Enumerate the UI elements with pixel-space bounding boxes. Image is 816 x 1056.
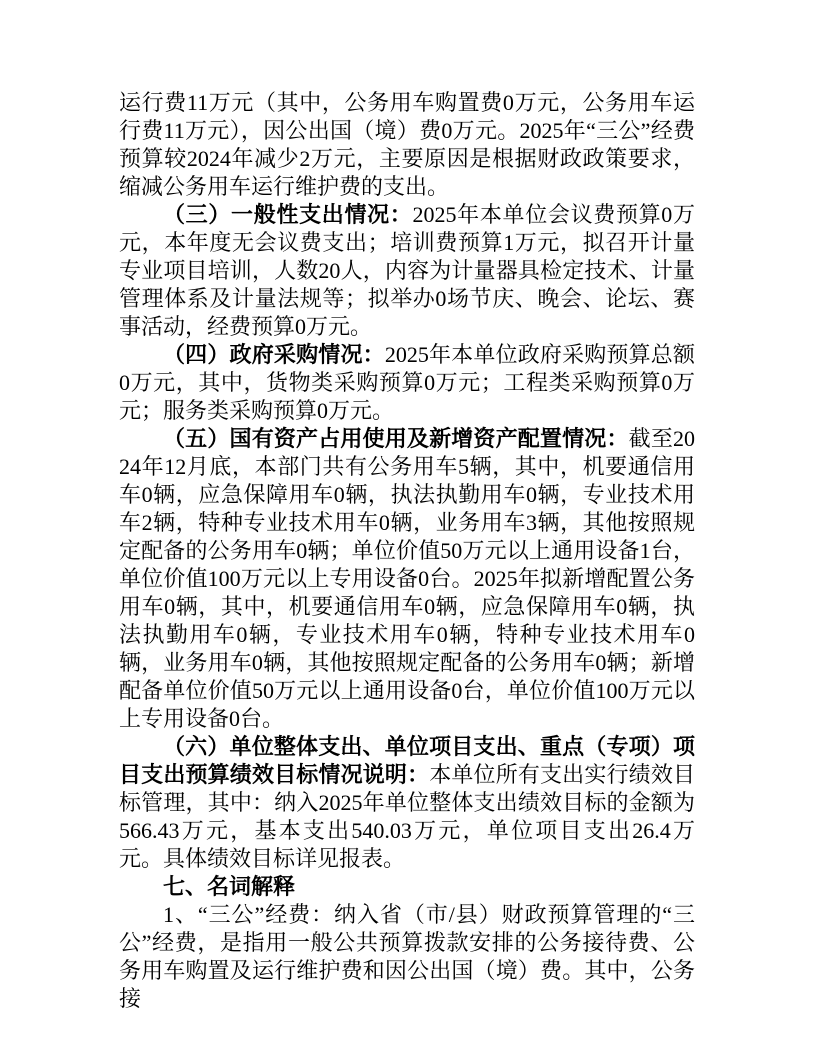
section-heading-terms bbox=[119, 873, 695, 901]
text-run: 2025年本单位会议费预算0万元，本年度无会议费支出；培训费预算1万元，拟召开计量专业项目培训，人数20人，内容为计量器具检定技术、计量管理体系及计量法规等；拟举办0场节庆、晚会、论坛、赛事活动，经费预算0万元。 bbox=[119, 202, 695, 339]
paragraph-state-owned-assets bbox=[119, 425, 695, 733]
text-run: 2025年本单位政府采购预算总额0万元，其中，货物类采购预算0万元；工程类采购预算0万元；服务类采购预算0万元。 bbox=[119, 342, 695, 423]
bold-text-run: （四）政府采购情况： bbox=[163, 342, 385, 367]
paragraph-performance-targets bbox=[119, 733, 695, 873]
bold-text-run: （五）国有资产占用使用及新增资产配置情况： bbox=[163, 426, 629, 451]
text-run: 1、“三公”经费：纳入省（市/县）财政预算管理的“三公”经费，是指用一般公共预算拨款安排的公务接待费、公务用车购置及运行维护费和因公出国（境）费。其中，公务接 bbox=[119, 902, 695, 1011]
paragraph-three-public-funds-continuation bbox=[119, 89, 695, 201]
bold-text-run: （六）单位整体支出、单位项目支出、重点（专项）项目支出预算绩效目标情况说明： bbox=[119, 734, 695, 787]
bold-text-run: 七、名词解释 bbox=[163, 874, 296, 899]
paragraph-general-expenditure bbox=[119, 201, 695, 341]
text-run: 运行费11万元（其中，公务用车购置费0万元，公务用车运行费11万元），因公出国（境）费0万元。2025年“三公”经费预算较2024年减少2万元，主要原因是根据财政政策要求，缩减公务用车运行维护费的支出。 bbox=[119, 90, 695, 199]
document-body bbox=[119, 89, 695, 1013]
paragraph-sangong-definition bbox=[119, 901, 695, 1013]
text-run: 本单位所有支出实行绩效目标管理，其中：纳入2025年单位整体支出绩效目标的金额为566.43万元，基本支出540.03万元，单位项目支出26.4万元。具体绩效目标详见报表。 bbox=[119, 762, 695, 871]
bold-text-run: （三）一般性支出情况： bbox=[163, 202, 413, 227]
paragraph-government-procurement bbox=[119, 341, 695, 425]
text-run: 截至2024年12月底，本部门共有公务用车5辆，其中，机要通信用车0辆，应急保障用车0辆，执法执勤用车0辆，专业技术用车2辆，特种专业技术用车0辆，业务用车3辆，其他按照规定配备的公务用车0辆；单位价值50万元以上通用设备1台，单位价值100万元以上专用设备0台。2025年拟新增配置公务用车0辆，其中，机要通信用车0辆，应急保障用车0辆，执法执勤用车0辆，专业技术用车0辆，特种专业技术用车0辆，业务用车0辆，其他按照规定配备的公务用车0辆；新增配备单位价值50万元以上通用设备0台，单位价值100万元以上专用设备0台。 bbox=[119, 426, 695, 731]
